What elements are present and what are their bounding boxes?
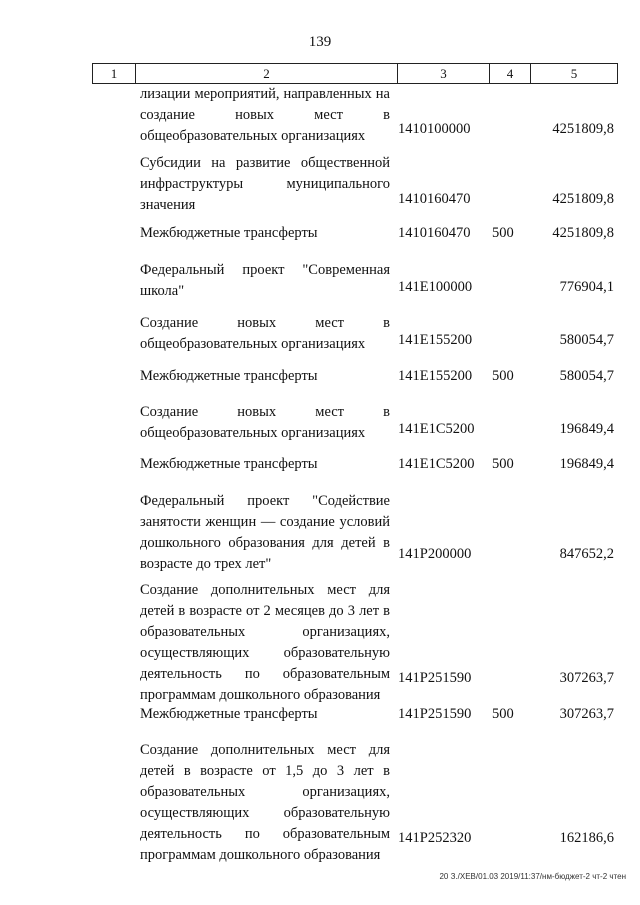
row-code: 141P252320	[398, 830, 472, 846]
row-amount: 4251809,8	[552, 121, 614, 137]
row-name: Субсидии на развитие общественной инфраструктуры муниципального значения	[140, 155, 390, 213]
row-amount: 4251809,8	[552, 191, 614, 207]
row-amount: 196849,4	[559, 421, 614, 437]
column-header-3: 3	[398, 64, 490, 83]
row-name: Создание дополнительных мест для детей в возрасте от 2 месяцев до 3 лет в образовательных организациях, осуществляющих образовательную деятельность по образовательным программам дошкольного образования	[140, 582, 390, 703]
row-code: 1410160470	[398, 225, 471, 241]
row-name: Создание новых мест в общеобразовательных организациях	[140, 315, 390, 352]
row-name: Создание дополнительных мест для детей в возрасте от 1,5 до 3 лет в образовательных организациях, осуществляющих образовательную деятельность по образовательным программам дошкольного образования	[140, 742, 390, 863]
row-code: 141P251590	[398, 670, 472, 686]
row-amount: 580054,7	[559, 332, 614, 348]
row-name: Создание новых мест в общеобразовательных организациях	[140, 404, 390, 441]
row-name: Федеральный проект "Современная школа"	[140, 262, 390, 299]
row-code: 1410100000	[398, 121, 471, 137]
row-code: 141E1C5200	[398, 421, 475, 437]
row-code: 141E1C5200	[398, 456, 475, 472]
row-name: Межбюджетные трансферты	[140, 368, 318, 384]
row-name: Межбюджетные трансферты	[140, 706, 318, 722]
row-amount: 4251809,8	[552, 225, 614, 241]
row-amount: 196849,4	[559, 456, 614, 472]
table-header-row	[92, 63, 618, 84]
column-header-5: 5	[570, 66, 578, 81]
row-type: 500	[492, 368, 514, 384]
row-code: 141E155200	[398, 332, 473, 348]
row-code: 141E100000	[398, 279, 473, 295]
row-amount: 776904,1	[559, 279, 614, 295]
row-name: Федеральный проект "Содействие занятости женщин — создание условий дошкольного образования для детей в возрасте до трех лет"	[140, 493, 390, 572]
row-name: Межбюджетные трансферты	[140, 456, 318, 472]
row-name: лизации мероприятий, направленных на создание новых мест в общеобразовательных организациях	[140, 86, 390, 144]
row-code: 141P200000	[398, 546, 472, 562]
column-header-1: 1	[93, 64, 136, 83]
row-code: 141E155200	[398, 368, 473, 384]
row-type: 500	[492, 706, 514, 722]
column-header-2: 2	[136, 64, 398, 83]
row-amount: 580054,7	[559, 368, 614, 384]
row-type: 500	[492, 225, 514, 241]
row-amount: 307263,7	[559, 670, 614, 686]
document-footer: 20 З./ХЕВ/01.03 2019/11:37/нм-бюджет-2 чт-2 чтен	[439, 872, 626, 881]
page-number: 139	[308, 34, 332, 50]
column-header-4: 4	[490, 64, 531, 83]
row-amount: 162186,6	[559, 830, 614, 846]
row-amount: 307263,7	[559, 706, 614, 722]
row-code: 141P251590	[398, 706, 472, 722]
row-type: 500	[492, 456, 514, 472]
row-name: Межбюджетные трансферты	[140, 225, 318, 241]
row-amount: 847652,2	[559, 546, 614, 562]
row-code: 1410160470	[398, 191, 471, 207]
